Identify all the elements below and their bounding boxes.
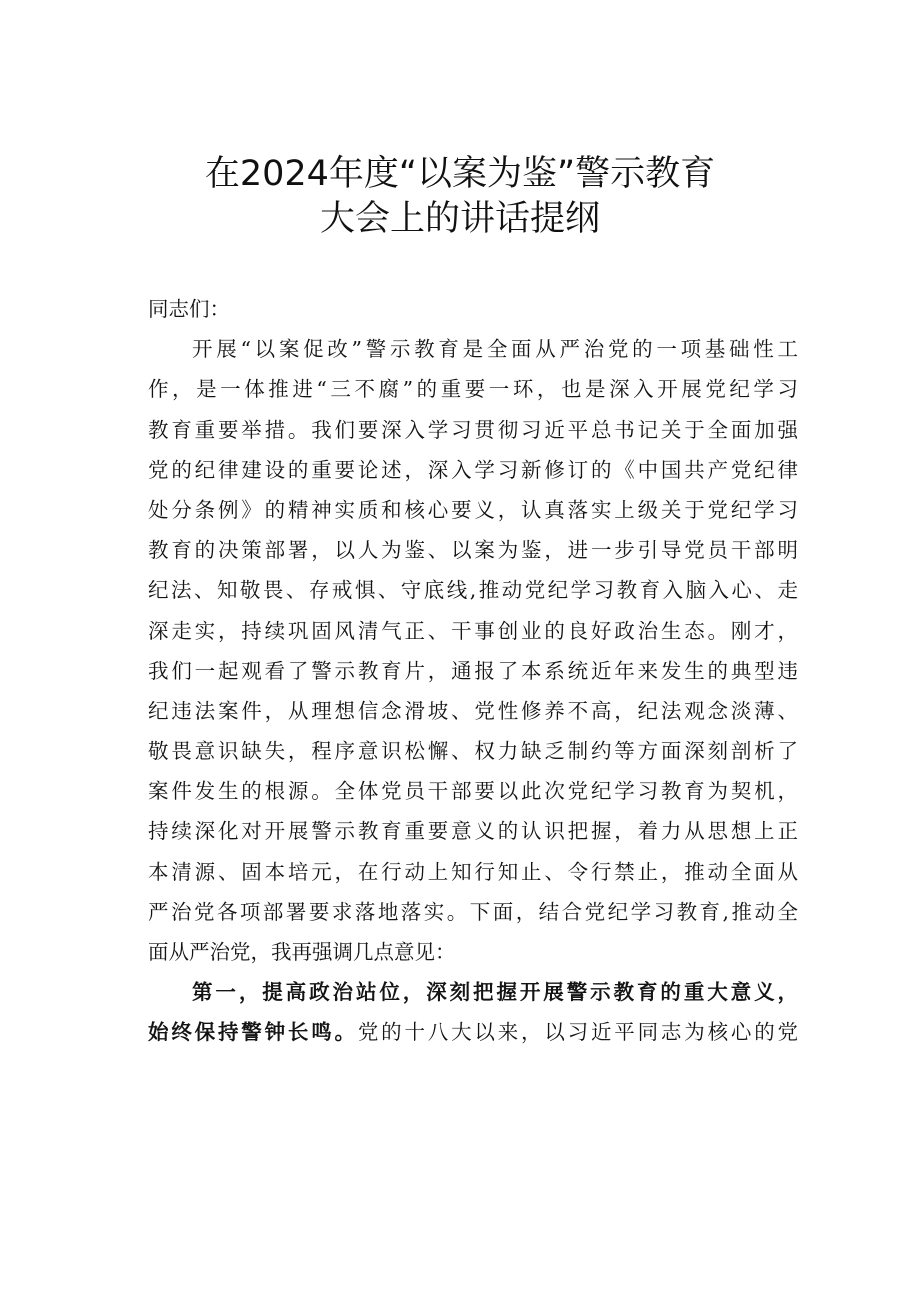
title-line-1: 在2024年度“以案为鉴”警示教育	[204, 154, 716, 194]
paragraph-line: 教育重要举措。我们要深入学习贯彻习近平总书记关于全面加强	[148, 417, 798, 442]
point-one-text: 党的十八大以来，以习近平同志为核心的党	[357, 1020, 798, 1045]
point-one-heading: 第一，提高政治站位，深刻把握开展警示教育的重大意义，	[192, 980, 798, 1005]
paragraph-line: 开展“以案促改”警示教育是全面从严治党的一项基础性工	[192, 337, 798, 362]
salutation: 同志们：	[148, 297, 230, 321]
title-line-2: 大会上的讲话提纲	[319, 199, 600, 239]
paragraph-point-one	[148, 972, 798, 1052]
point-one-heading-end: 始终保持警钟长鸣。	[148, 1020, 358, 1045]
paragraph-line: 作，是一体推进“三不腐”的重要一环，也是深入开展党纪学习	[148, 377, 798, 402]
paragraph-line: 处分条例》的精神实质和核心要义，认真落实上级关于党纪学习	[148, 497, 798, 522]
paragraph-line: 纪违法案件，从理想信念滑坡、党性修养不高，纪法观念淡薄、	[148, 698, 798, 723]
document-title	[0, 152, 920, 242]
paragraph-intro	[148, 329, 798, 972]
paragraph-line: 我们一起观看了警示教育片，通报了本系统近年来发生的典型违	[148, 658, 798, 683]
paragraph-line: 敬畏意识缺失，程序意识松懈、权力缺乏制约等方面深刻剖析了	[148, 739, 798, 764]
paragraph-line: 深走实，持续巩固风清气正、干事创业的良好政治生态。刚才，	[148, 618, 798, 643]
paragraph-line: 本清源、固本培元，在行动上知行知止、令行禁止，推动全面从	[148, 859, 798, 884]
paragraph-line: 持续深化对开展警示教育重要意义的认识把握，着力从思想上正	[148, 819, 798, 844]
paragraph-line: 严治党各项部署要求落地落实。下面，结合党纪学习教育,推动全	[148, 899, 798, 924]
paragraph-line	[148, 1012, 798, 1052]
paragraph-line: 教育的决策部署，以人为鉴、以案为鉴，进一步引导党员干部明	[148, 538, 798, 563]
paragraph-line: 案件发生的根源。全体党员干部要以此次党纪学习教育为契机，	[148, 779, 798, 804]
paragraph-line: 面从严治党，我再强调几点意见：	[148, 940, 456, 964]
paragraph-line: 纪法、知敬畏、存戒惧、守底线,推动党纪学习教育入脑入心、走	[148, 578, 798, 603]
document-body	[148, 289, 798, 1053]
paragraph-line: 党的纪律建设的重要论述，深入学习新修订的《中国共产党纪律	[148, 457, 798, 482]
